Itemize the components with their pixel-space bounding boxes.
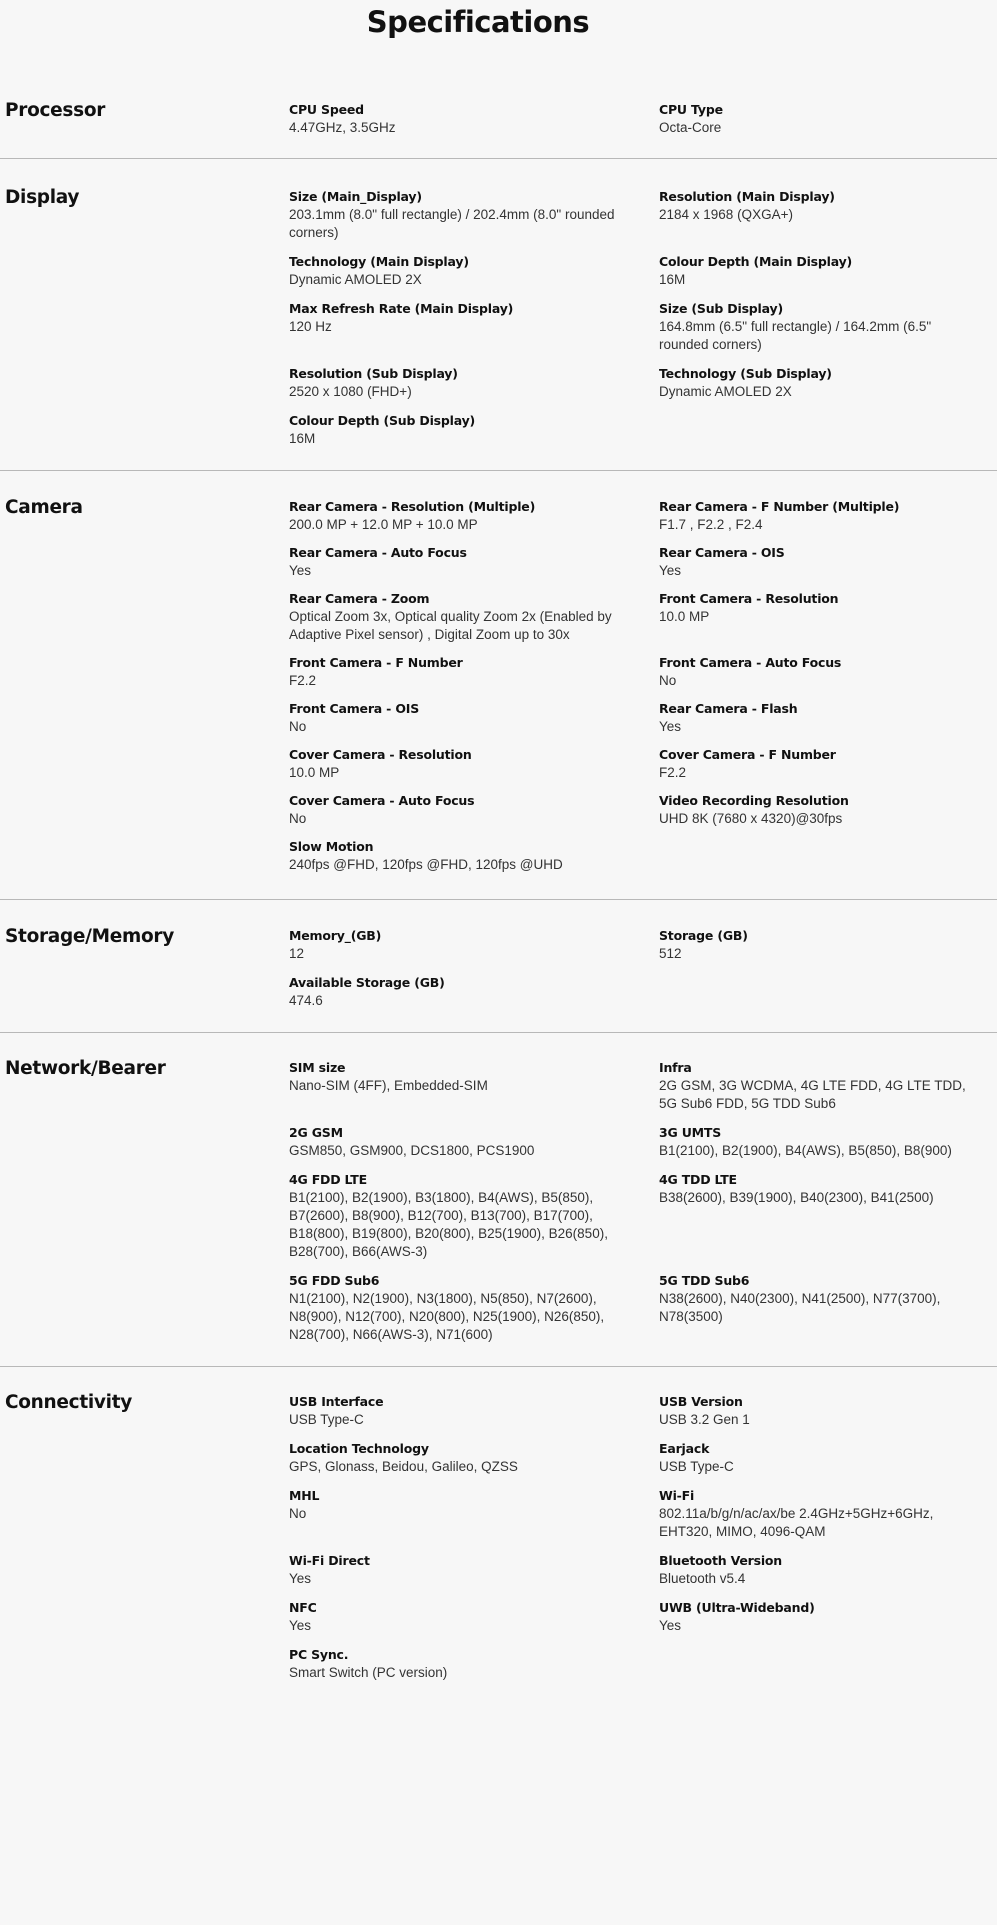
spec-item [289, 1272, 659, 1344]
spec-item [659, 590, 997, 644]
spec-label: CPU Type [659, 102, 723, 117]
spec-label: 4G FDD LTE [289, 1172, 367, 1187]
spec-item [659, 101, 997, 137]
spec-grid [289, 498, 997, 874]
spec-item [289, 1171, 659, 1261]
spec-grid [289, 1059, 997, 1344]
spec-item [289, 1124, 659, 1160]
spec-value: Yes [289, 1571, 312, 1586]
spec-sections [0, 92, 997, 1682]
spec-item [289, 974, 659, 1010]
spec-label: Resolution (Main Display) [659, 189, 835, 204]
spec-label: Memory_(GB) [289, 928, 382, 943]
spec-value: Dynamic AMOLED 2X [289, 272, 422, 287]
spec-label: Cover Camera - F Number [659, 747, 836, 762]
spec-value: F1.7 , F2.2 , F2.4 [659, 517, 763, 532]
spec-value: 474.6 [289, 993, 323, 1008]
spec-label: Rear Camera - Zoom [289, 591, 430, 606]
spec-value: Nano-SIM (4FF), Embedded-SIM [289, 1078, 488, 1093]
spec-item [289, 1487, 659, 1541]
spec-value: GSM850, GSM900, DCS1800, PCS1900 [289, 1143, 535, 1158]
spec-item [289, 590, 659, 644]
spec-value: 164.8mm (6.5" full rectangle) / 164.2mm (6.5" rounded corners) [659, 319, 932, 352]
spec-grid [289, 101, 997, 137]
spec-value: B1(2100), B2(1900), B4(AWS), B5(850), B8(900) [659, 1143, 952, 1158]
spec-value: No [289, 719, 307, 734]
spec-item [289, 498, 659, 534]
spec-label: Slow Motion [289, 839, 374, 854]
section-title: Processor [5, 100, 106, 121]
section-title: Display [5, 187, 80, 208]
spec-label: USB Version [659, 1394, 743, 1409]
spec-value: Yes [659, 719, 682, 734]
spec-value: USB 3.2 Gen 1 [659, 1412, 750, 1427]
spec-value: 203.1mm (8.0" full rectangle) / 202.4mm (8.0" rounded corners) [289, 207, 615, 240]
spec-label: Location Technology [289, 1441, 429, 1456]
section-display [0, 159, 997, 470]
spec-label: Size (Main_Display) [289, 189, 422, 204]
spec-label: NFC [289, 1600, 317, 1615]
spec-item [289, 300, 659, 354]
spec-label: Front Camera - OIS [289, 701, 419, 716]
section-network [0, 1033, 997, 1366]
spec-item [659, 1440, 997, 1476]
spec-label: Rear Camera - Resolution (Multiple) [289, 499, 536, 514]
spec-value: N1(2100), N2(1900), N3(1800), N5(850), N7(2600), N8(900), N12(700), N20(800), N25(1900), N26(850), N28(700), N66(AWS-3), N71(600) [289, 1291, 605, 1342]
spec-label: CPU Speed [289, 102, 364, 117]
spec-value: 200.0 MP + 12.0 MP + 10.0 MP [289, 517, 478, 532]
spec-value: Octa-Core [659, 120, 722, 135]
spec-label: Video Recording Resolution [659, 793, 849, 808]
spec-item [659, 365, 997, 401]
spec-item [659, 1272, 997, 1344]
spec-item [659, 1059, 997, 1113]
spec-item [659, 654, 997, 690]
spec-label: SIM size [289, 1060, 346, 1075]
spec-label: Rear Camera - OIS [659, 545, 785, 560]
spec-value: USB Type-C [289, 1412, 364, 1427]
section-title: Network/Bearer [5, 1058, 166, 1079]
spec-item [289, 544, 659, 580]
spec-item [659, 300, 997, 354]
spec-label: Cover Camera - Resolution [289, 747, 472, 762]
spec-item [289, 1059, 659, 1113]
spec-value: 240fps @FHD, 120fps @FHD, 120fps @UHD [289, 857, 563, 872]
spec-item [289, 927, 659, 963]
spec-value: F2.2 [289, 673, 317, 688]
spec-label: Wi-Fi Direct [289, 1553, 370, 1568]
spec-item [289, 1646, 659, 1682]
spec-value: 4.47GHz, 3.5GHz [289, 120, 396, 135]
spec-item [289, 1440, 659, 1476]
spec-label: Rear Camera - Flash [659, 701, 798, 716]
spec-label: UWB (Ultra-Wideband) [659, 1600, 815, 1615]
spec-value: B1(2100), B2(1900), B3(1800), B4(AWS), B5(850), B7(2600), B8(900), B12(700), B13(700), B17(700), B18(800), B19(800), B20(800), B25(1900), B26(850), B28(700), B66(AWS-3) [289, 1190, 608, 1259]
spec-value: Optical Zoom 3x, Optical quality Zoom 2x (Enabled by Adaptive Pixel sensor) , Digital Zoom up to 30x [289, 609, 612, 642]
spec-label: Colour Depth (Sub Display) [289, 413, 476, 428]
spec-label: Cover Camera - Auto Focus [289, 793, 475, 808]
section-camera [0, 471, 997, 899]
spec-label: Technology (Sub Display) [659, 366, 832, 381]
spec-value: Bluetooth v5.4 [659, 1571, 746, 1586]
spec-item [289, 412, 659, 448]
spec-label: USB Interface [289, 1394, 384, 1409]
spec-item [289, 188, 659, 242]
spec-grid [289, 927, 997, 1010]
spec-item [289, 253, 659, 289]
spec-item [659, 1393, 997, 1429]
section-title: Storage/Memory [5, 926, 174, 947]
spec-item [289, 365, 659, 401]
spec-value: F2.2 [659, 765, 687, 780]
spec-value: 2184 x 1968 (QXGA+) [659, 207, 793, 222]
page-title: Specifications [366, 5, 590, 39]
spec-item [659, 1599, 997, 1635]
section-processor [0, 92, 997, 158]
spec-value: 802.11a/b/g/n/ac/ax/be 2.4GHz+5GHz+6GHz, EHT320, MIMO, 4096-QAM [659, 1506, 934, 1539]
spec-value: 2G GSM, 3G WCDMA, 4G LTE FDD, 4G LTE TDD, 5G Sub6 FDD, 5G TDD Sub6 [659, 1078, 966, 1111]
spec-label: Rear Camera - Auto Focus [289, 545, 467, 560]
spec-item [289, 101, 659, 137]
spec-item [289, 1393, 659, 1429]
spec-item [659, 1124, 997, 1160]
spec-item [289, 700, 659, 736]
spec-label: Storage (GB) [659, 928, 748, 943]
spec-value: 2520 x 1080 (FHD+) [289, 384, 412, 399]
spec-label: Infra [659, 1060, 692, 1075]
spec-label: Technology (Main Display) [289, 254, 469, 269]
spec-label: 4G TDD LTE [659, 1172, 737, 1187]
spec-label: Rear Camera - F Number (Multiple) [659, 499, 900, 514]
spec-value: UHD 8K (7680 x 4320)@30fps [659, 811, 843, 826]
spec-value: No [289, 1506, 307, 1521]
spec-value: Yes [289, 563, 312, 578]
spec-label: 3G UMTS [659, 1125, 722, 1140]
spec-grid [289, 188, 997, 448]
spec-item [289, 746, 659, 782]
spec-grid [289, 1393, 997, 1682]
spec-item [289, 654, 659, 690]
spec-label: Available Storage (GB) [289, 975, 445, 990]
spec-value: 512 [659, 946, 682, 961]
spec-value: 10.0 MP [289, 765, 340, 780]
spec-value: 16M [659, 272, 686, 287]
spec-label: 2G GSM [289, 1125, 343, 1140]
spec-value: Smart Switch (PC version) [289, 1665, 448, 1680]
spec-item [289, 792, 659, 828]
spec-label: Earjack [659, 1441, 710, 1456]
spec-item [659, 253, 997, 289]
spec-label: PC Sync. [289, 1647, 349, 1662]
spec-label: Front Camera - Auto Focus [659, 655, 842, 670]
spec-value: Yes [659, 563, 682, 578]
spec-item [659, 1171, 997, 1261]
spec-value: 12 [289, 946, 305, 961]
spec-label: Size (Sub Display) [659, 301, 783, 316]
spec-label: 5G TDD Sub6 [659, 1273, 750, 1288]
spec-value: Dynamic AMOLED 2X [659, 384, 792, 399]
spec-item [659, 544, 997, 580]
spec-value: No [659, 673, 677, 688]
spec-item [659, 700, 997, 736]
spec-value: GPS, Glonass, Beidou, Galileo, QZSS [289, 1459, 518, 1474]
spec-label: Colour Depth (Main Display) [659, 254, 853, 269]
spec-item [289, 1599, 659, 1635]
spec-item [289, 838, 659, 874]
spec-value: B38(2600), B39(1900), B40(2300), B41(2500) [659, 1190, 934, 1205]
spec-label: Front Camera - Resolution [659, 591, 839, 606]
spec-label: Resolution (Sub Display) [289, 366, 458, 381]
spec-label: Bluetooth Version [659, 1553, 783, 1568]
spec-item [659, 792, 997, 828]
section-connectivity [0, 1367, 997, 1682]
spec-value: 120 Hz [289, 319, 332, 334]
spec-label: Wi-Fi [659, 1488, 695, 1503]
spec-label: Front Camera - F Number [289, 655, 463, 670]
spec-value: 16M [289, 431, 316, 446]
spec-value: 10.0 MP [659, 609, 710, 624]
spec-item [659, 746, 997, 782]
spec-item [659, 1552, 997, 1588]
spec-label: 5G FDD Sub6 [289, 1273, 380, 1288]
spec-item [289, 1552, 659, 1588]
spec-label: Max Refresh Rate (Main Display) [289, 301, 514, 316]
spec-value: N38(2600), N40(2300), N41(2500), N77(3700), N78(3500) [659, 1291, 941, 1324]
spec-item [659, 188, 997, 242]
section-title: Camera [5, 497, 83, 518]
spec-value: Yes [659, 1618, 682, 1633]
spec-item [659, 927, 997, 963]
section-storage [0, 900, 997, 1032]
spec-item [659, 1487, 997, 1541]
spec-value: USB Type-C [659, 1459, 734, 1474]
spec-item [659, 498, 997, 534]
spec-value: Yes [289, 1618, 312, 1633]
spec-value: No [289, 811, 307, 826]
spec-label: MHL [289, 1488, 320, 1503]
section-title: Connectivity [5, 1392, 133, 1413]
